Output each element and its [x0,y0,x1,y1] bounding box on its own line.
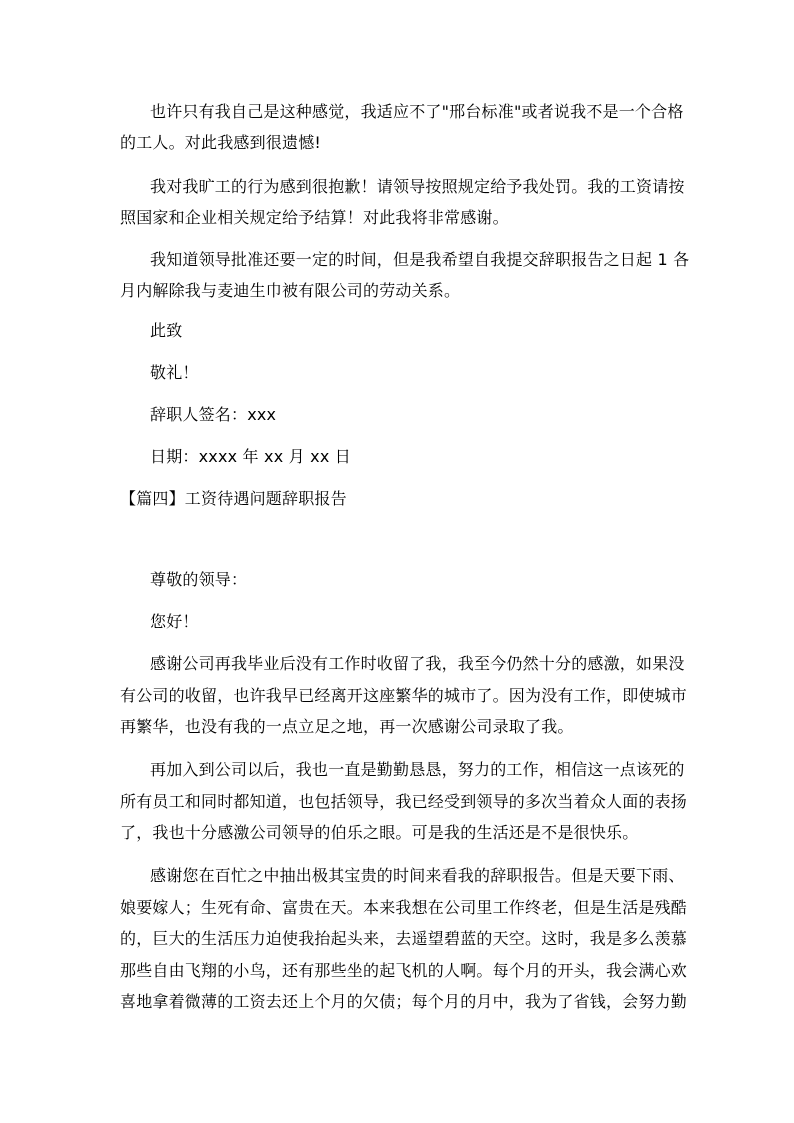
letter-paragraph-3-line-1: 感谢您在百忙之中抽出极其宝贵的时间来看我的辞职报告。但是天要下雨、 [150,866,685,885]
date-line: 日期：xxxx 年 xx 月 xx 日 [150,447,351,466]
signature-line: 辞职人签名：xxx [150,405,277,424]
letter-paragraph-2-line-3: 了，我也十分感激公司领导的伯乐之眼。可是我的生活还是不是很快乐。 [120,823,639,842]
letter-paragraph-1-line-1: 感谢公司再我毕业后没有工作时收留了我，我至今仍然十分的感激，如果没 [150,654,685,673]
letter-paragraph-3-line-2: 娘要嫁人；生死有命、富贵在天。本来我想在公司里工作终老，但是生活是残酷 [120,898,688,917]
letter-paragraph-3-line-5: 喜地拿着微薄的工资去还上个月的欠债；每个月的月中，我为了省钱，会努力勤 [120,992,688,1011]
letter-greeting: 您好！ [150,612,199,631]
letter-paragraph-3-line-4: 那些自由飞翔的小鸟，还有那些坐的起飞机的人啊。每个月的开头，我会满心欢 [120,961,688,980]
paragraph-3-line-2: 月内解除我与麦迪生巾被有限公司的劳动关系。 [120,281,461,300]
paragraph-3-line-1: 我知道领导批准还要一定的时间，但是我希望自我提交辞职报告之日起 1 各 [150,250,690,269]
letter-paragraph-1-line-2: 有公司的收留，也许我早已经离开这座繁华的城市了。因为没有工作，即使城市 [120,686,688,705]
paragraph-1-line-1: 也许只有我自己是这种感觉，我适应不了"邢台标准"或者说我不是一个合格 [150,102,684,121]
section-heading: 【篇四】工资待遇问题辞职报告 [120,489,347,508]
paragraph-2-line-2: 照国家和企业相关规定给予结算！对此我将非常感谢。 [120,208,509,227]
letter-paragraph-2-line-1: 再加入到公司以后，我也一直是勤勤恳恳，努力的工作，相信这一点该死的 [150,760,685,779]
letter-paragraph-2-line-2: 所有员工和同时都知道，也包括领导，我已经受到领导的多次当着众人面的表扬 [120,792,688,811]
paragraph-2-line-1: 我对我旷工的行为感到很抱歉！请领导按照规定给予我处罚。我的工资请按 [150,177,685,196]
letter-salutation: 尊敬的领导： [150,570,248,589]
letter-paragraph-3-line-3: 的，巨大的生活压力迫使我抬起头来，去遥望碧蓝的天空。这时，我是多么羡慕 [120,929,688,948]
letter-paragraph-1-line-3: 再繁华，也没有我的一点立足之地，再一次感谢公司录取了我。 [120,717,574,736]
closing-jingli: 敬礼！ [150,363,199,382]
closing-cizhi: 此致 [150,321,183,340]
paragraph-1-line-2: 的工人。对此我感到很遗憾! [120,133,322,152]
